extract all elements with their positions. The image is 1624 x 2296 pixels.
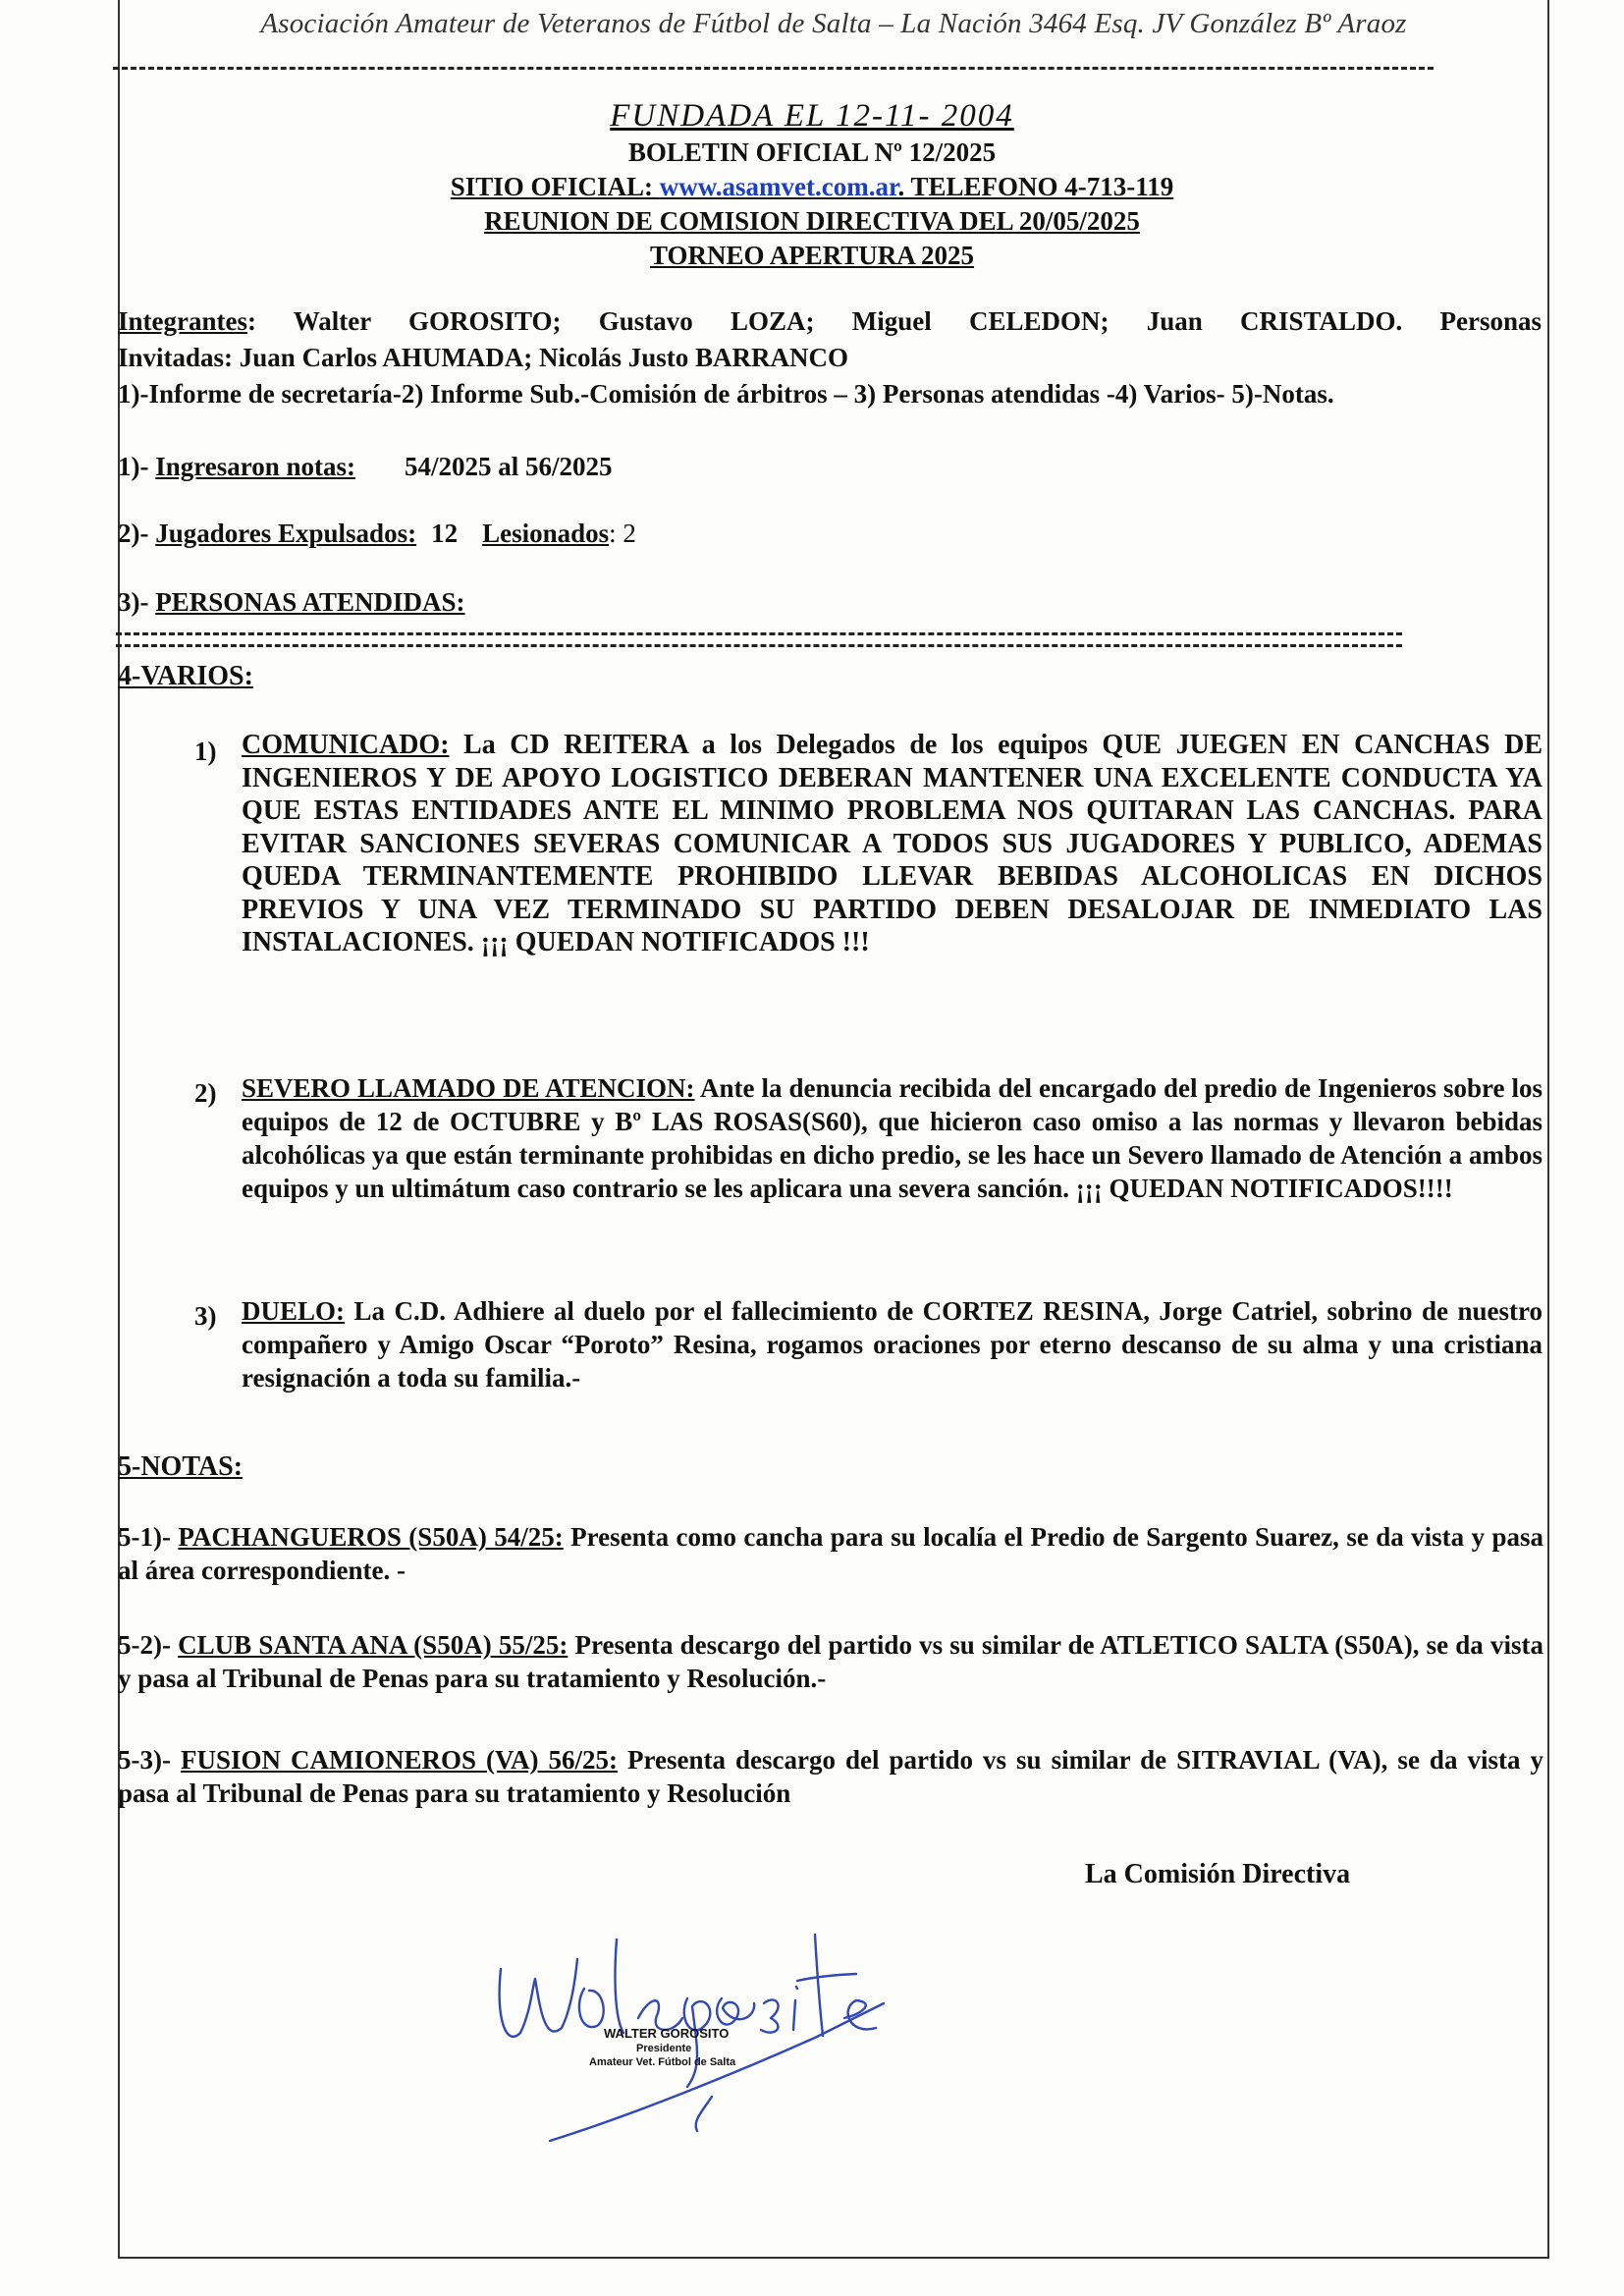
agenda: 1)-Informe de secretaría-2) Informe Sub.-Comisión de árbitros – 3) Personas atendidas -4) Varios- 5)-Notas. [118,379,1334,409]
section-1-value: 54/2025 al 56/2025 [405,452,613,481]
note-5-2-text: Presenta descargo del partido vs su similar de ATLETICO SALTA (S50A), se da vista y pasa al Tribunal de Penas para su tratamiento y Resolución.- [118,1630,1543,1693]
closing-signoff: La Comisión Directiva [1085,1859,1351,1889]
founded-date: FUNDADA EL 12-11- 2004 [610,98,1014,134]
section-3 [118,585,465,619]
varios-1-text: La CD REITERA a los Delegados de los equipos QUE JUEGEN EN CANCHAS DE INGENIEROS Y DE APOYO LOGISTICO DEBERAN MANTENER UNA EXCELENTE CONDUCTA YA QUE ESTAS ENTIDADES ANTE EL MINIMO PROBLEMA NOS QUITARAN LAS CANCHAS. PARA EVITAR SANCIONES SEVERAS COMUNICAR A TODOS SUS JUGADORES Y PUBLICO, ADEMAS QUEDA TERMINANTEMENTE PROHIBIDO LLEVAR BEBIDAS ALCOHOLICAS EN DICHOS PREVIOS Y UNA VEZ TERMINADO SU PARTIDO DEBEN DESALOJAR DE INMEDIATO LAS INSTALACIONES. ¡¡¡ QUEDAN NOTIFICADOS !!! [242,730,1543,957]
note-5-2-prefix: 5-2)- [118,1630,179,1660]
signature-stamp-role: Presidente [636,2043,692,2054]
signature-stamp-name: WALTER GOROSITO [604,2026,730,2041]
varios-3-text: La C.D. Adhiere al duelo por el fallecimiento de CORTEZ RESINA, Jorge Catriel, sobrino de nuestro compañero y Amigo Oscar “Poroto” Resina, rogamos oraciones por eterno descanso de su alma y una cristiana resignación a toda su familia.- [242,1296,1543,1393]
members-names: : Walter GOROSITO; Gustavo LOZA; Miguel CELEDON; Juan CRISTALDO. Personas [246,306,1542,336]
note-5-3 [118,1743,1543,1810]
signature-block [491,1920,903,2156]
section-1 [118,450,613,483]
note-5-1-text: Presenta como cancha para su localía el Predio de Sargento Suarez, se da vista y pasa al área correspondiente. - [118,1522,1543,1585]
injured-label: Lesionados [482,519,610,548]
header-divider [113,67,1434,70]
bulletin-number: BOLETIN OFICIAL Nº 12/2025 [627,137,997,167]
varios-3-heading: DUELO: [242,1296,346,1326]
members-label: Integrantes [118,306,247,336]
section-2-prefix: 2)- [118,519,156,548]
note-5-1 [118,1520,1543,1587]
section-divider-1 [116,632,1402,635]
injured-value: : 2 [609,519,636,548]
section-2 [118,517,636,550]
note-5-1-heading: PACHANGUEROS (S50A) 54/25: [178,1522,564,1552]
note-5-3-heading: FUSION CAMIONEROS (VA) 56/25: [180,1745,619,1775]
varios-1-heading: COMUNICADO: [242,730,450,760]
section-5-title: 5-NOTAS: [118,1451,244,1482]
varios-2-llamado [242,1071,1543,1205]
note-5-1-prefix: 5-1)- [118,1522,179,1552]
note-5-2-heading: CLUB SANTA ANA (S50A) 55/25: [178,1630,568,1660]
phone: . TELEFONO 4-713-119 [897,172,1174,201]
expelled-value: 12 [431,519,459,548]
section-1-label: Ingresaron notas: [155,452,356,481]
members-line2: Invitadas: Juan Carlos AHUMADA; Nicolás Justo BARRANCO [118,343,849,372]
varios-2-number: 2) [194,1078,217,1108]
section-divider-2 [116,644,1402,647]
varios-2-text: Ante la denuncia recibida del encargado del predio de Ingenieros sobre los equipos de 12 de OCTUBRE y Bº LAS ROSAS(S60), que hicieron caso omiso a las normas y llevaron bebidas alcohólicas ya que están terminante prohibidas en dicho predio, se les hace un Severo llamado de Atención a ambos equipos y un ultimátum caso contrario se les aplicara una severa sanción. ¡¡¡ QUEDAN NOTIFICADOS!!!! [242,1073,1543,1203]
section-1-prefix: 1)- [118,452,156,481]
handwritten-signature [491,1920,903,2156]
varios-1-number: 1) [194,737,217,766]
varios-1-comunicado [242,729,1543,959]
expelled-label: Jugadores Expulsados: [155,519,417,548]
section-4-title: 4-VARIOS: [118,661,253,691]
section-3-label: PERSONAS ATENDIDAS: [155,587,465,617]
members-line1 [118,304,1542,338]
note-5-2 [118,1628,1543,1695]
letterhead: Asociación Amateur de Veteranos de Fútbol de Salta – La Nación 3464 Esq. JV González Bº Araoz [260,8,1407,39]
varios-3-duelo [242,1294,1543,1394]
site-link[interactable]: www.asamvet.com.ar [659,172,898,201]
site-label: SITIO OFICIAL: [450,172,660,201]
signature-stamp-org: Amateur Vet. Fútbol de Salta [589,2056,736,2068]
section-3-prefix: 3)- [118,587,156,617]
note-5-3-text: Presenta descargo del partido vs su similar de SITRAVIAL (VA), se da vista y pasa al Tribunal de Penas para su tratamiento y Resolución [118,1745,1543,1808]
official-site-line [0,172,1624,202]
varios-3-number: 3) [194,1301,217,1331]
varios-2-heading: SEVERO LLAMADO DE ATENCION: [242,1073,695,1103]
meeting-title: REUNION DE COMISION DIRECTIVA DEL 20/05/2025 [484,206,1140,236]
note-5-3-prefix: 5-3)- [118,1745,181,1775]
tournament-title: TORNEO APERTURA 2025 [649,241,975,270]
